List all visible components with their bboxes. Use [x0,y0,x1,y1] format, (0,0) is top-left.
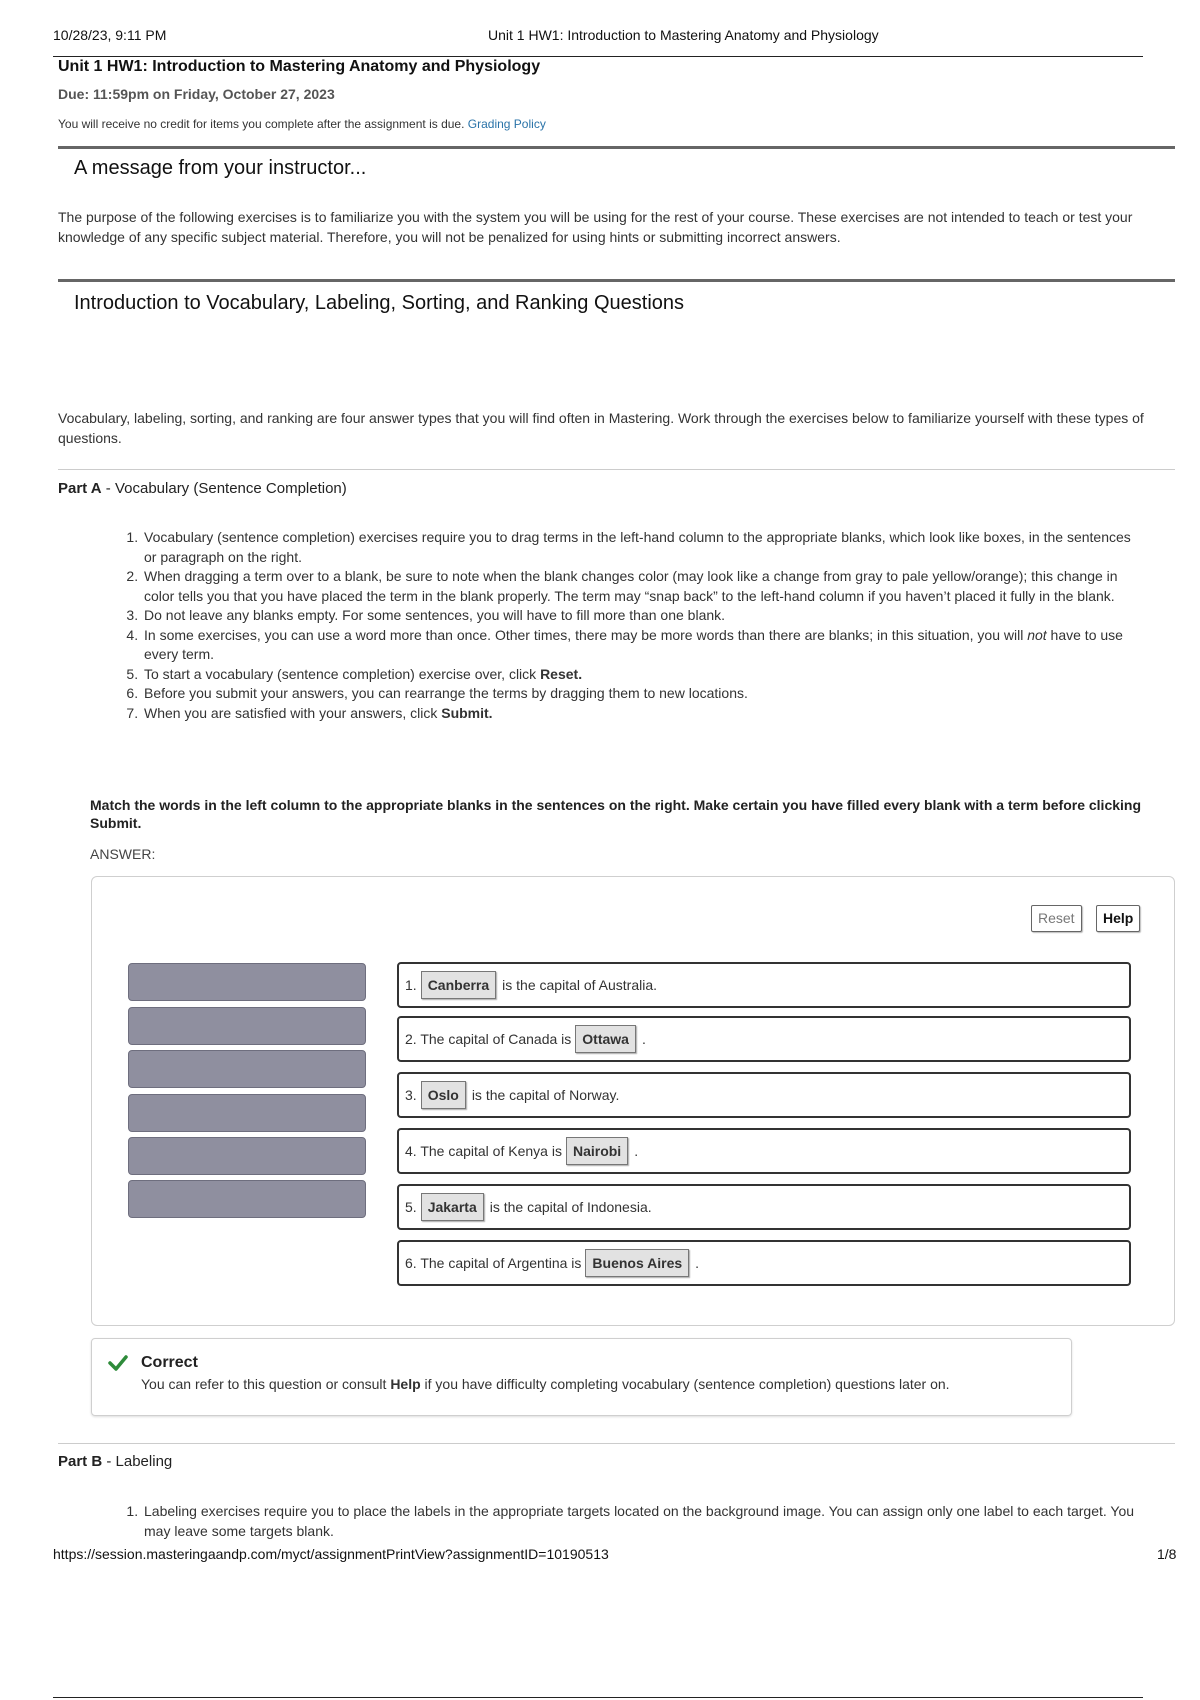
instruction-step [142,567,1132,606]
step-bold: Submit. [441,704,493,721]
sentence-text: . [695,1255,700,1271]
step-text: have to use every term. [144,626,1123,662]
term-slot[interactable] [128,963,366,1001]
instruction-step [142,665,1132,685]
part-b-heading [58,1453,172,1470]
sentence-text: . [634,1143,639,1159]
part-divider [58,469,1175,470]
part-a-title: Vocabulary (Sentence Completion) [114,480,347,497]
part-a-prompt: Match the words in the left column to the appropriate blanks in the sentences on the right. Make certain you have filled every blank with a term before clicking Submit. [90,797,1142,831]
section-divider [58,279,1175,282]
credit-notice-text: You will receive no credit for items you complete after the assignment is due. [58,117,465,131]
intro-body: Vocabulary, labeling, sorting, and ranking are four answer types that you will find often in Mastering. Work through the exercises below to familiarize yourself with these types of questions. [58,410,1144,446]
part-divider [58,1443,1175,1444]
instruction-step [142,626,1132,665]
checkmark-icon [107,1352,129,1374]
answer-label: ANSWER: [90,846,156,862]
part-a-heading [58,480,347,497]
header-rule [53,56,1143,57]
step-text: Before you submit your answers, you can rearrange the terms by dragging them to new locations. [144,685,748,701]
feedback-help: Help [390,1376,421,1392]
instructor-message-body: The purpose of the following exercises is to familiarize you with the system you will be using for the rest of your course. These exercises are not intended to teach or test your knowledge of any specific subject material. Therefore, you will not be penalized for using hints or submitting incorrect answers. [58,209,1133,245]
step-text: To start a vocabulary (sentence completion) exercise over, click [144,665,541,682]
placed-term[interactable]: Jakarta [421,1193,484,1221]
term-slot[interactable] [128,1007,366,1045]
print-datetime: 10/28/23, 9:11 PM [53,27,167,43]
placed-term[interactable]: Buenos Aires [585,1249,689,1277]
sentence-row [397,1184,1131,1230]
sentence-text: is the capital of Norway. [471,1087,620,1103]
placed-term[interactable]: Ottawa [575,1025,636,1053]
sentence-text: 4. The capital of Kenya is [405,1143,562,1159]
instructor-message-heading: A message from your instructor... [74,157,367,179]
sentence-row [397,1016,1131,1062]
instruction-step [142,606,1132,626]
part-b-label: Part B [58,1453,103,1470]
print-page-number: 1/8 [1157,1546,1177,1562]
grading-policy-link[interactable]: Grading Policy [467,117,546,131]
help-button[interactable]: Help [1096,905,1140,932]
intro-heading: Introduction to Vocabulary, Labeling, Sorting, and Ranking Questions [74,292,685,314]
step-text: When dragging a term over to a blank, be sure to note when the blank changes color (may look like a change from gray to pale yellow/orange); this change in color tells you that you have placed the term in the blank properly. The term may “snap back” to the left-hand column if you haven’t placed it fully in the blank. [144,568,1118,604]
instruction-step [142,704,1132,724]
sentence-row [397,1240,1131,1286]
sentence-text: 6. The capital of Argentina is [405,1255,582,1271]
term-slot[interactable] [128,1050,366,1088]
sentence-text: 3. [405,1087,417,1103]
print-footer-url: https://session.masteringaandp.com/myct/assignmentPrintView?assignmentID=10190513 [53,1546,609,1562]
step-text: Do not leave any blanks empty. For some sentences, you will have to fill more than one blank. [144,607,726,623]
step-text: Labeling exercises require you to place the labels in the appropriate targets located on the background image. You can assign only one label to each target. You may leave some targets blank. [144,1503,1135,1539]
sentence-text: 5. [405,1199,417,1215]
credit-notice [58,117,546,131]
sentence-text: . [641,1031,646,1047]
print-page-title: Unit 1 HW1: Introduction to Mastering Anatomy and Physiology [488,27,879,43]
part-b-instructions [120,1502,1152,1541]
step-bold: Reset. [540,665,583,682]
sentence-row [397,1072,1131,1118]
placed-term[interactable]: Nairobi [566,1137,628,1165]
term-slot[interactable] [128,1180,366,1218]
placed-term[interactable]: Oslo [421,1081,466,1109]
assignment-title: Unit 1 HW1: Introduction to Mastering Anatomy and Physiology [58,58,541,75]
feedback-text [141,1376,950,1392]
instruction-step [142,528,1132,567]
part-b-title: Labeling [115,1453,173,1470]
instruction-step [142,1502,1152,1541]
term-slot[interactable] [128,1137,366,1175]
footer-rule [53,1697,1143,1698]
placed-term[interactable]: Canberra [421,971,496,999]
part-a-separator: - [101,480,115,497]
part-a-label: Part A [58,480,102,497]
feedback-status: Correct [141,1354,198,1371]
step-text: Vocabulary (sentence completion) exercises require you to drag terms in the left-hand column to the appropriate blanks, which look like boxes, in the sentences or paragraph on the right. [144,529,1131,565]
step-emphasis: not [1027,626,1047,643]
sentence-text: is the capital of Australia. [502,977,658,993]
sentence-text: is the capital of Indonesia. [489,1199,652,1215]
step-text: When you are satisfied with your answers, click [144,704,442,721]
sentence-row [397,1128,1131,1174]
instruction-step [142,684,1132,704]
due-date: Due: 11:59pm on Friday, October 27, 2023 [58,86,335,102]
sentence-text: 1. [405,977,417,993]
feedback-post: if you have difficulty completing vocabulary (sentence completion) questions later on. [420,1376,950,1392]
reset-button[interactable]: Reset [1031,905,1082,932]
step-text: In some exercises, you can use a word more than once. Other times, there may be more words than there are blanks; in this situation, you will [144,626,1028,643]
section-divider [58,146,1175,149]
sentence-row [397,962,1131,1008]
part-a-instructions [120,528,1132,723]
feedback-pre: You can refer to this question or consult [141,1376,391,1392]
sentence-text: 2. The capital of Canada is [405,1031,572,1047]
part-b-separator: - [102,1453,116,1470]
term-slot[interactable] [128,1094,366,1132]
